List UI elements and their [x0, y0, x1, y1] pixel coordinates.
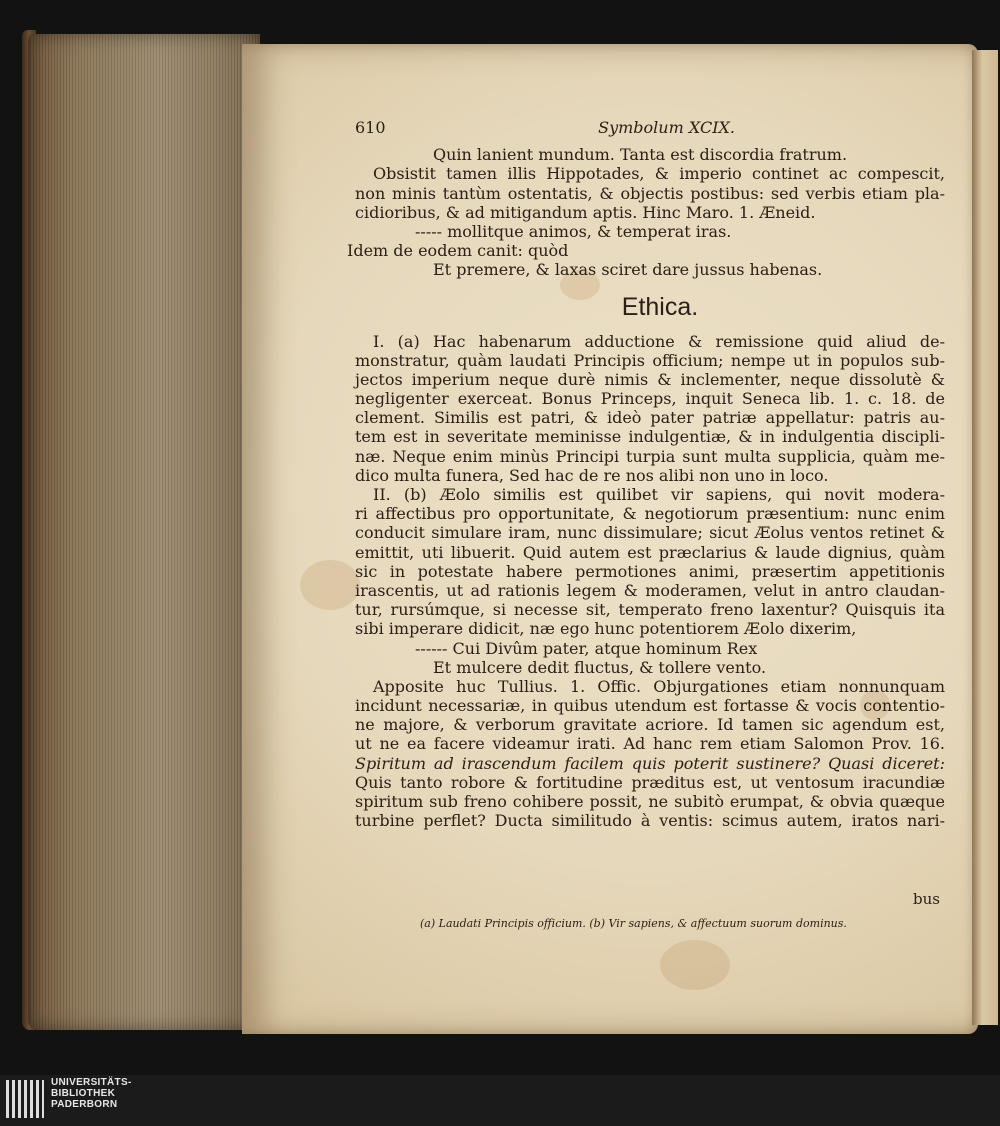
text-line: Obsistit tamen illis Hippotades, & imperio continet ac compescit,	[373, 164, 945, 184]
library-logo-text	[51, 1077, 132, 1110]
footnote: (a) Laudati Principis officium. (b) Vir sapiens, & affectuum suorum dominus.	[420, 917, 847, 930]
logo-line: PADERBORN	[51, 1099, 118, 1110]
text-line: Apposite huc Tullius. 1. Offic. Objurgationes etiam nonnunquam	[373, 676, 945, 696]
text-line: ne majore, & verborum gravitate acriore. Id tamen sic agendum est,	[355, 715, 945, 735]
library-logo-icon	[6, 1080, 44, 1118]
library-footer	[0, 1075, 1000, 1126]
text-line: spiritum sub freno cohibere possit, ne subitò erumpat, & obvia quæque	[355, 792, 945, 812]
text-line: Quin lanient mundum. Tanta est discordia fratrum.	[433, 145, 848, 165]
text-line: Spiritum ad irascendum facilem quis poterit sustinere? Quasi diceret:	[355, 753, 945, 773]
verse-line: Et premere, & laxas sciret dare jussus habenas.	[433, 260, 823, 280]
verse-line: Et mulcere dedit fluctus, & tollere vento.	[433, 657, 767, 677]
text-line: tem est in severitate meminisse indulgentiæ, & in indulgentia discipli-	[355, 427, 945, 447]
text-line: conducit simulare iram, nunc dissimulare; sicut Æolus ventos retinet &	[355, 523, 945, 543]
text-line: dico multa funera, Sed hac de re nos alibi non uno in loco.	[355, 465, 829, 485]
paper-stain	[660, 940, 730, 990]
text-line: clement. Similis est patri, & ideò pater patriæ appellatur: patris au-	[355, 408, 945, 428]
logo-line: BIBLIOTHEK	[51, 1088, 116, 1099]
text-line: sibi imperare didicit, næ ego hunc potentiorem Æolo dixerim,	[355, 619, 857, 639]
verse-line: ----- mollitque animos, & temperat iras.	[415, 221, 732, 241]
text-line: II. (b) Æolo similis est quilibet vir sapiens, qui novit modera-	[373, 485, 945, 505]
text-line: cidioribus, & ad mitigandum aptis. Hinc Maro. 1. Æneid.	[355, 202, 816, 222]
text-line: næ. Neque enim minùs Principi turpia sunt multa supplicia, quàm me-	[355, 446, 945, 466]
text-line: negligenter exerceat. Bonus Princeps, inquit Seneca lib. 1. c. 18. de	[355, 389, 945, 409]
book-page-edges	[30, 34, 260, 1030]
page-number: 610	[355, 118, 386, 137]
logo-line: UNIVERSITÄTS-	[51, 1077, 132, 1088]
text-line: ut ne ea facere videamur irati. Ad hanc rem etiam Salomon Prov. 16.	[355, 734, 945, 754]
text-line: Quis tanto robore & fortitudine præditus est, ut ventosum iracundiæ	[355, 772, 945, 792]
next-page-edge	[972, 50, 998, 1025]
catchword: bus	[913, 890, 940, 908]
text-line: incidunt necessariæ, in quibus utendum est fortasse & vocis contentio-	[355, 696, 945, 716]
text-line: monstratur, quàm laudati Principis officium; nempe ut in populos sub-	[355, 350, 945, 370]
text-line: Idem de eodem canit: quòd	[347, 241, 569, 261]
running-title: Symbolum XCIX.	[598, 118, 735, 137]
page-text	[347, 118, 945, 831]
section-heading: Ethica.	[621, 292, 699, 321]
running-head	[355, 118, 735, 137]
text-line: sic in potestate habere permotiones animi, præsertim appetitionis	[355, 561, 945, 581]
paper-stain	[300, 560, 360, 610]
text-line: non minis tantùm ostentatis, & objectis postibus: sed verbis etiam pla-	[355, 183, 945, 203]
text-line: irascentis, ut ad rationis legem & moderamen, velut in antro claudan-	[355, 580, 945, 600]
text-line: emittit, uti libuerit. Quid autem est præclarius & laude dignius, quàm	[355, 542, 945, 562]
verse-line: ------ Cui Divûm pater, atque hominum Rex	[415, 638, 758, 658]
text-line: turbine perflet? Ducta similitudo à ventis: scimus autem, iratos nari-	[355, 811, 945, 831]
text-line: I. (a) Hac habenarum adductione & remissione quid aliud de-	[373, 331, 945, 351]
text-line: jectos imperium neque durè nimis & inclementer, neque dissolutè &	[355, 369, 945, 389]
text-line: tur, rursúmque, si necesse sit, temperato freno laxentur? Quisquis ita	[355, 600, 945, 620]
text-line: ri affectibus pro opportunitate, & negotiorum præsentium: nunc enim	[355, 504, 945, 524]
